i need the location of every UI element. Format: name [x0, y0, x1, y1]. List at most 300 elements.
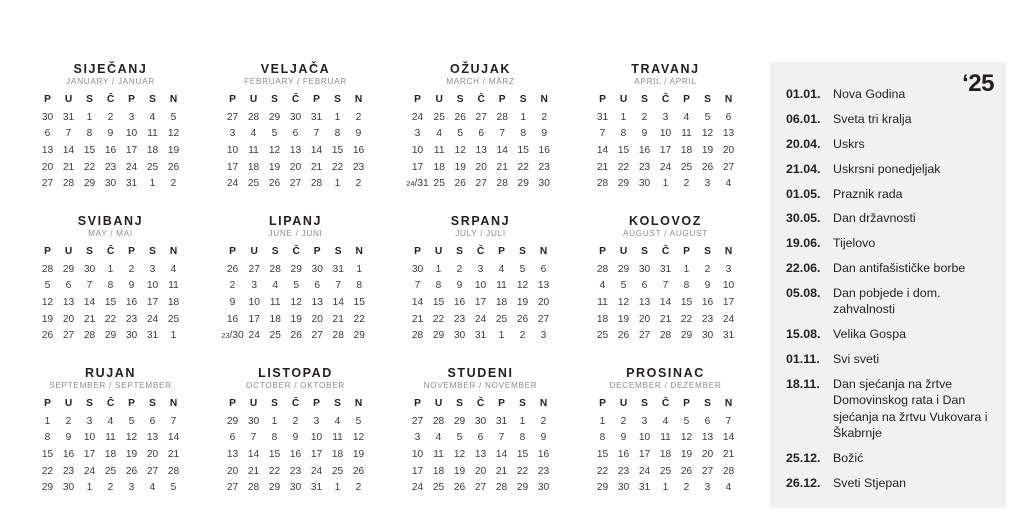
day-cell: 17 [659, 144, 672, 156]
day-cell: 24 [659, 161, 672, 173]
week-row [37, 311, 184, 328]
weekday-header: N [539, 246, 548, 257]
day-cell: 14 [495, 448, 508, 460]
day-cell: 1 [334, 111, 341, 123]
day-cell: 14 [247, 448, 260, 460]
day-cell: 4 [662, 415, 669, 427]
week-row [37, 278, 184, 295]
holiday-name: Sveta tri kralja [833, 111, 912, 126]
week-row [406, 109, 554, 126]
day-cell: 21 [659, 313, 672, 325]
day-cell: 30 [289, 111, 302, 123]
day-cell: 6 [704, 415, 711, 427]
day-cell: 14 [722, 432, 735, 444]
holiday-date: 21.04. [786, 161, 821, 176]
weekday-header: U [64, 398, 73, 409]
day-cell: 10 [638, 432, 651, 444]
week-row [407, 261, 554, 278]
day-cell: 5 [44, 280, 51, 292]
day-cell: 12 [680, 432, 693, 444]
day-cell: 6 [641, 280, 648, 292]
holiday-date: 15.08. [786, 327, 821, 342]
day-cell: 12 [125, 432, 138, 444]
week-row [222, 446, 369, 463]
week-row [37, 327, 184, 344]
holiday-name: Dan državnosti [833, 211, 916, 226]
day-cell: 31 [596, 111, 609, 123]
day-cell: 5 [170, 111, 177, 123]
month-name: SIJEČANJ [73, 62, 148, 76]
day-cell: 4 [272, 280, 279, 292]
day-cell: 29 [617, 178, 630, 190]
day-cell: 8 [271, 432, 278, 444]
weekday-header: S [334, 246, 342, 257]
day-cell: 4 [334, 415, 341, 427]
weekday-header: S [704, 246, 711, 257]
holiday-name: Dan sjećanja na žrtve Domovinskog rata i Dan sjećanja na žrtvu Vukovara i Škabrnje [833, 377, 988, 441]
weekday-header: Č [661, 398, 670, 409]
month-grid [592, 395, 739, 496]
weekday-header: P [128, 398, 135, 409]
day-cell: 27 [311, 330, 323, 342]
day-cell: 17 [722, 296, 735, 308]
weekday-header: P [414, 94, 421, 105]
day-cell: 3 [540, 330, 547, 342]
day-cell: 5 [620, 280, 627, 292]
day-cell: 29 [226, 415, 239, 427]
day-cell: 21 [310, 161, 323, 173]
month-grid [222, 395, 369, 496]
day-cell: 28 [247, 111, 260, 123]
month-block [573, 366, 758, 518]
day-cell: 1 [86, 482, 93, 494]
week-row [221, 327, 369, 344]
day-cell: 17 [146, 296, 159, 308]
day-cell: 19 [167, 144, 180, 156]
weekday-header: P [313, 246, 321, 257]
day-cell: 25 [680, 161, 693, 173]
week-row [407, 479, 554, 496]
month-name: SVIBANJ [77, 214, 144, 228]
day-cell: 4 [436, 128, 443, 140]
day-cell: 22 [41, 465, 54, 477]
weekday-header: N [169, 94, 178, 105]
holiday-item [786, 351, 994, 367]
weekday-header: S [271, 246, 279, 257]
day-cell: 26 [125, 465, 138, 477]
week-row [37, 463, 184, 480]
holiday-name: Nova Godina [833, 87, 906, 101]
day-cell: 15 [617, 144, 630, 156]
day-cell: 19 [41, 313, 54, 325]
week-row [222, 413, 369, 430]
month-name: LIPANJ [268, 214, 323, 228]
day-cell: 10 [83, 432, 96, 444]
weekday-header: S [519, 398, 526, 409]
week-row [592, 159, 739, 176]
day-cell: 10 [146, 280, 159, 292]
day-cell: 2 [107, 482, 114, 494]
weekday-header: S [456, 398, 463, 409]
day-cell: 26 [41, 330, 54, 342]
day-cell: 2 [229, 280, 236, 292]
day-cell: 2 [683, 178, 690, 190]
day-cell: 24 [146, 313, 159, 325]
weekday-header-row [592, 91, 739, 109]
day-cell: 23 [617, 465, 630, 477]
weekday-header: P [414, 398, 421, 409]
day-cell: 21 [722, 448, 735, 460]
week-row [592, 463, 739, 480]
day-cell: 8 [435, 280, 442, 292]
weekday-header: N [724, 246, 733, 257]
month-grid [37, 243, 184, 344]
weekday-header: S [149, 94, 156, 105]
weekday-header: S [519, 94, 527, 105]
weekday-header-row [222, 91, 369, 109]
day-cell: 1 [334, 482, 341, 494]
day-cell: 18 [104, 448, 117, 460]
month-subtitle: JUNE / JUNI [268, 229, 323, 238]
weekday-header: S [641, 94, 648, 105]
weekday-header: U [434, 398, 443, 409]
day-cell: 28 [332, 330, 344, 342]
day-cell: 16 [537, 448, 550, 460]
day-cell: 14 [659, 296, 672, 308]
day-cell: 25 [596, 330, 609, 342]
weekday-header: S [271, 94, 278, 105]
day-cell: 12 [290, 296, 302, 308]
day-cell: 7 [725, 415, 732, 427]
weekday-header: U [250, 246, 258, 257]
day-cell: 31 [332, 263, 344, 275]
day-cell: 16 [638, 144, 651, 156]
day-cell: 5 [355, 415, 362, 427]
day-cell: 8 [683, 280, 690, 292]
day-cell: 11 [105, 432, 116, 444]
day-cell: 13 [41, 144, 54, 156]
day-cell: 18 [146, 144, 159, 156]
day-cell: 2 [456, 263, 463, 275]
day-cell: 28 [167, 465, 180, 477]
day-cell: 28 [596, 178, 609, 190]
day-cell: 19 [125, 448, 138, 460]
day-cell: 10 [226, 144, 239, 156]
day-cell: 26 [268, 178, 281, 190]
day-cell: 28 [496, 178, 508, 190]
day-cell: 30 [247, 415, 260, 427]
day-cell: 7 [414, 280, 421, 292]
day-cell: 28 [41, 263, 54, 275]
holiday-name: Uskrs [833, 136, 865, 151]
day-cell: 5 [519, 263, 526, 275]
week-row [407, 327, 554, 344]
day-cell: 30 [538, 178, 550, 190]
weekday-header: Č [661, 94, 670, 105]
day-cell: 7 [662, 280, 669, 292]
week-row [406, 126, 554, 143]
day-cell: 26 [454, 111, 466, 123]
day-cell: 25 [433, 178, 445, 190]
day-cell: 10 [310, 432, 323, 444]
day-cell: 28 [495, 482, 508, 494]
weekday-header-row [37, 395, 184, 413]
day-cell: 5 [170, 482, 177, 494]
weekday-header-row [592, 243, 739, 261]
week-row [222, 479, 369, 496]
holidays-list [786, 86, 994, 500]
week-row [221, 311, 369, 328]
week-row [592, 294, 739, 311]
weekday-header: S [149, 246, 156, 257]
month-block [388, 62, 573, 214]
holiday-item [786, 260, 994, 276]
day-cell: 3 [414, 432, 421, 444]
day-cell: 12 [454, 144, 466, 156]
day-cell: 3 [725, 263, 732, 275]
day-cell: 28 [83, 330, 96, 342]
day-cell: 13 [475, 144, 487, 156]
month-block [18, 366, 203, 518]
day-cell: 29 [62, 263, 75, 275]
day-cell: 13 [226, 448, 239, 460]
day-cell: 1 [662, 178, 669, 190]
weekday-header: P [498, 246, 505, 257]
day-cell: 4 [107, 415, 114, 427]
day-cell: 9 [620, 432, 627, 444]
day-cell: 13 [638, 296, 651, 308]
day-cell: 23 [701, 313, 714, 325]
day-cell: 26 [516, 313, 529, 325]
day-cell: 30 [474, 415, 487, 427]
day-cell: 15 [353, 296, 365, 308]
day-cell: 26 [167, 161, 180, 173]
day-cell: 14 [310, 144, 323, 156]
day-cell: 31 [474, 330, 487, 342]
day-cell: 31 [125, 178, 138, 190]
day-cell: 15 [41, 448, 54, 460]
week-row [592, 311, 739, 328]
day-cell: 10 [248, 296, 260, 308]
day-cell: 12 [701, 128, 714, 140]
week-row [592, 446, 739, 463]
month-name: OŽUJAK [450, 62, 511, 76]
weekday-header: U [619, 246, 628, 257]
day-cell: 31 [638, 482, 651, 494]
weekday-header: N [355, 246, 363, 257]
weekday-header: Č [291, 94, 300, 105]
holiday-item [786, 111, 994, 127]
week-row [407, 413, 554, 430]
holiday-item [786, 475, 994, 491]
week-row [37, 175, 184, 192]
holiday-item [786, 161, 994, 177]
weekday-header: Č [476, 246, 485, 257]
day-cell: 26 [680, 465, 693, 477]
day-cell: 27 [474, 482, 487, 494]
day-cell: 19 [290, 313, 302, 325]
day-cell: 23/30 [221, 330, 244, 342]
day-cell: 25 [167, 313, 180, 325]
day-cell: 10 [125, 128, 138, 140]
weekday-header: P [44, 94, 51, 105]
day-cell: 3 [149, 263, 156, 275]
day-cell: 12 [453, 448, 466, 460]
day-cell: 6 [725, 111, 732, 123]
day-cell: 30 [83, 263, 96, 275]
day-cell: 16 [125, 296, 138, 308]
month-subtitle: NOVEMBER / NOVEMBER [423, 381, 538, 390]
day-cell: 20 [638, 313, 651, 325]
day-cell: 3 [414, 128, 421, 140]
day-cell: 8 [86, 128, 93, 140]
day-cell: 21 [332, 313, 344, 325]
holiday-item [786, 235, 994, 251]
weekday-header-row [592, 395, 739, 413]
day-cell: 18 [432, 465, 445, 477]
day-cell: 13 [474, 448, 487, 460]
day-cell: 24 [125, 161, 138, 173]
day-cell: 3 [641, 415, 648, 427]
day-cell: 16 [701, 296, 714, 308]
day-cell: 20 [701, 448, 714, 460]
weekday-header: U [249, 94, 258, 105]
weekday-header: S [86, 94, 93, 105]
weekday-header: S [334, 94, 341, 105]
day-cell: 7 [498, 432, 505, 444]
day-cell: 9 [704, 280, 711, 292]
day-cell: 10 [411, 144, 424, 156]
weekday-header: P [128, 246, 135, 257]
holiday-date: 26.12. [786, 475, 821, 490]
day-cell: 1 [170, 330, 177, 342]
day-cell: 30 [638, 263, 651, 275]
day-cell: 26 [226, 263, 239, 275]
day-cell: 27 [701, 465, 714, 477]
month-block [203, 214, 388, 366]
day-cell: 5 [271, 128, 278, 140]
day-cell: 14 [332, 296, 344, 308]
week-row [37, 109, 184, 126]
month-grid [407, 243, 554, 344]
day-cell: 2 [540, 415, 547, 427]
day-cell: 25 [495, 313, 508, 325]
weekday-header: N [354, 398, 363, 409]
day-cell: 4 [683, 111, 690, 123]
day-cell: 11 [147, 128, 158, 140]
month-subtitle: DECEMBER / DEZEMBER [609, 381, 722, 390]
day-cell: 1 [620, 111, 627, 123]
day-cell: 1 [356, 263, 363, 275]
week-row [222, 175, 369, 192]
day-cell: 23 [638, 161, 651, 173]
day-cell: 1 [107, 263, 114, 275]
day-cell: 28 [310, 178, 323, 190]
day-cell: 25 [146, 161, 159, 173]
weekday-header: S [519, 246, 526, 257]
month-subtitle: AUGUST / AUGUST [623, 229, 708, 238]
holiday-item [786, 86, 994, 102]
day-cell: 7 [499, 128, 506, 140]
day-cell: 9 [128, 280, 135, 292]
day-cell: 23 [104, 161, 117, 173]
day-cell: 3 [313, 415, 320, 427]
day-cell: 28 [269, 263, 281, 275]
day-cell: 27 [411, 415, 424, 427]
weekday-header: S [334, 398, 341, 409]
holiday-date: 22.06. [786, 261, 821, 276]
week-row [37, 446, 184, 463]
day-cell: 6 [477, 432, 484, 444]
month-name: KOLOVOZ [628, 214, 702, 228]
day-cell: 21 [62, 161, 75, 173]
day-cell: 27 [226, 111, 239, 123]
day-cell: 4 [170, 263, 177, 275]
month-grid [592, 91, 739, 192]
day-cell: 27 [475, 111, 487, 123]
day-cell: 11 [496, 280, 507, 292]
day-cell: 8 [620, 128, 627, 140]
week-row [592, 327, 739, 344]
day-cell: 13 [537, 280, 550, 292]
week-row [592, 142, 739, 159]
weekday-header: N [539, 398, 548, 409]
day-cell: 29 [353, 330, 365, 342]
weekday-header: N [169, 398, 178, 409]
holiday-item [786, 210, 994, 226]
day-cell: 16 [226, 313, 239, 325]
day-cell: 30 [701, 330, 714, 342]
holiday-item [786, 285, 994, 318]
weekday-header-row [406, 91, 554, 109]
day-cell: 1 [44, 415, 51, 427]
week-row [221, 261, 369, 278]
weekday-header: Č [477, 94, 485, 105]
day-cell: 6 [149, 415, 156, 427]
holiday-name: Svi sveti [833, 352, 880, 367]
day-cell: 21 [411, 313, 424, 325]
week-row [592, 413, 739, 430]
week-row [221, 278, 369, 295]
day-cell: 14 [411, 296, 424, 308]
week-row [406, 142, 554, 159]
day-cell: 28 [411, 330, 424, 342]
month-subtitle: APRIL / APRIL [634, 77, 697, 86]
holiday-date: 01.05. [786, 186, 821, 201]
week-row [592, 261, 739, 278]
day-cell: 23 [538, 161, 550, 173]
day-cell: 1 [334, 178, 341, 190]
day-cell: 5 [128, 415, 135, 427]
week-row [407, 446, 554, 463]
day-cell: 18 [331, 448, 344, 460]
day-cell: 20 [474, 465, 487, 477]
weekday-header: U [434, 246, 443, 257]
weekday-header: P [683, 398, 690, 409]
day-cell: 16 [289, 448, 302, 460]
holiday-item [786, 450, 994, 466]
day-cell: 22 [680, 313, 693, 325]
day-cell: 14 [83, 296, 96, 308]
day-cell: 2 [128, 263, 135, 275]
day-cell: 30 [62, 482, 75, 494]
day-cell: 2 [355, 482, 362, 494]
day-cell: 8 [107, 280, 114, 292]
year-label: ‘25 [962, 70, 994, 97]
holiday-name: Sveti Stjepan [833, 475, 907, 490]
month-grid [222, 91, 369, 192]
week-row [222, 463, 369, 480]
